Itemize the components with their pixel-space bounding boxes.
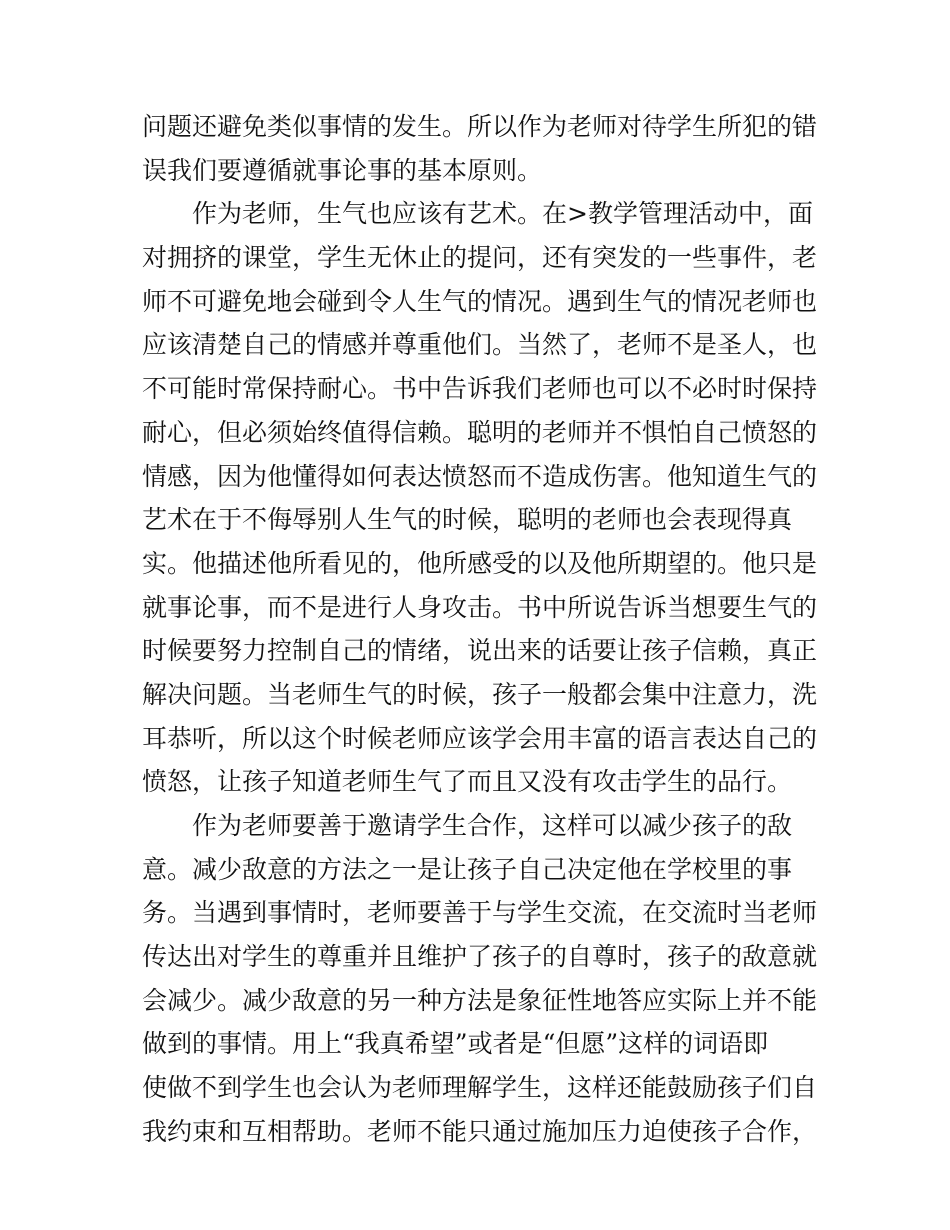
text-line: 实。他描述他所看见的，他所感受的以及他所期望的。他只是 bbox=[142, 548, 818, 578]
paragraph-start-line: 作为老师要善于邀请学生合作，这样可以减少孩子的敌 bbox=[192, 811, 793, 840]
text-line: 时候要努力控制自己的情绪，说出来的话要让孩子信赖，真正 bbox=[142, 636, 818, 666]
text-line: 使做不到学生也会认为老师理解学生，这样还能鼓励孩子们自 bbox=[142, 1073, 818, 1103]
text-line: 耳恭听，所以这个时候老师应该学会用丰富的语言表达自己的 bbox=[142, 723, 818, 753]
text-line: 意。减少敌意的方法之一是让孩子自己决定他在学校里的事 bbox=[142, 854, 793, 884]
text-line: 问题还避免类似事情的发生。所以作为老师对待学生所犯的错 bbox=[142, 112, 818, 141]
body-text bbox=[142, 105, 818, 1154]
text-line: 愤怒，让孩子知道老师生气了而且又没有攻击学生的品行。 bbox=[142, 767, 793, 797]
text-line: 师不可避免地会碰到令人生气的情况。遇到生气的情况老师也 bbox=[142, 286, 818, 316]
text-line: 我约束和互相帮助。老师不能只通过施加压力迫使孩子合作， bbox=[142, 1116, 818, 1146]
text-line: 艺术在于不侮辱别人生气的时候，聪明的老师也会表现得真 bbox=[142, 505, 793, 535]
text-line: 误我们要遵循就事论事的基本原则。 bbox=[142, 155, 543, 185]
text-line: 务。当遇到事情时，老师要善于与学生交流，在交流时当老师 bbox=[142, 898, 818, 928]
text-line: 做到的事情。用上“我真希望”或者是“但愿”这样的词语即 bbox=[142, 1029, 769, 1059]
text-line: 情感，因为他懂得如何表达愤怒而不造成伤害。他知道生气的 bbox=[142, 461, 818, 491]
text-line: 就事论事，而不是进行人身攻击。书中所说告诉当想要生气的 bbox=[142, 592, 818, 622]
text-line: 耐心，但必须始终值得信赖。聪明的老师并不惧怕自己愤怒的 bbox=[142, 417, 818, 447]
text-line: 解决问题。当老师生气的时候，孩子一般都会集中注意力，洗 bbox=[142, 679, 818, 709]
text-line: 传达出对学生的尊重并且维护了孩子的自尊时，孩子的敌意就 bbox=[142, 942, 818, 972]
text-line: 会减少。减少敌意的另一种方法是象征性地答应实际上并不能 bbox=[142, 985, 818, 1015]
text-line: 不可能时常保持耐心。书中告诉我们老师也可以不必时时保持 bbox=[142, 374, 818, 404]
text-line: 对拥挤的课堂，学生无休止的提问，还有突发的一些事件，老 bbox=[142, 243, 818, 273]
paragraph-start-line: 作为老师，生气也应该有艺术。在>教学管理活动中，面 bbox=[192, 199, 813, 229]
text-line: 应该清楚自己的情感并尊重他们。当然了，老师不是圣人，也 bbox=[142, 330, 818, 360]
